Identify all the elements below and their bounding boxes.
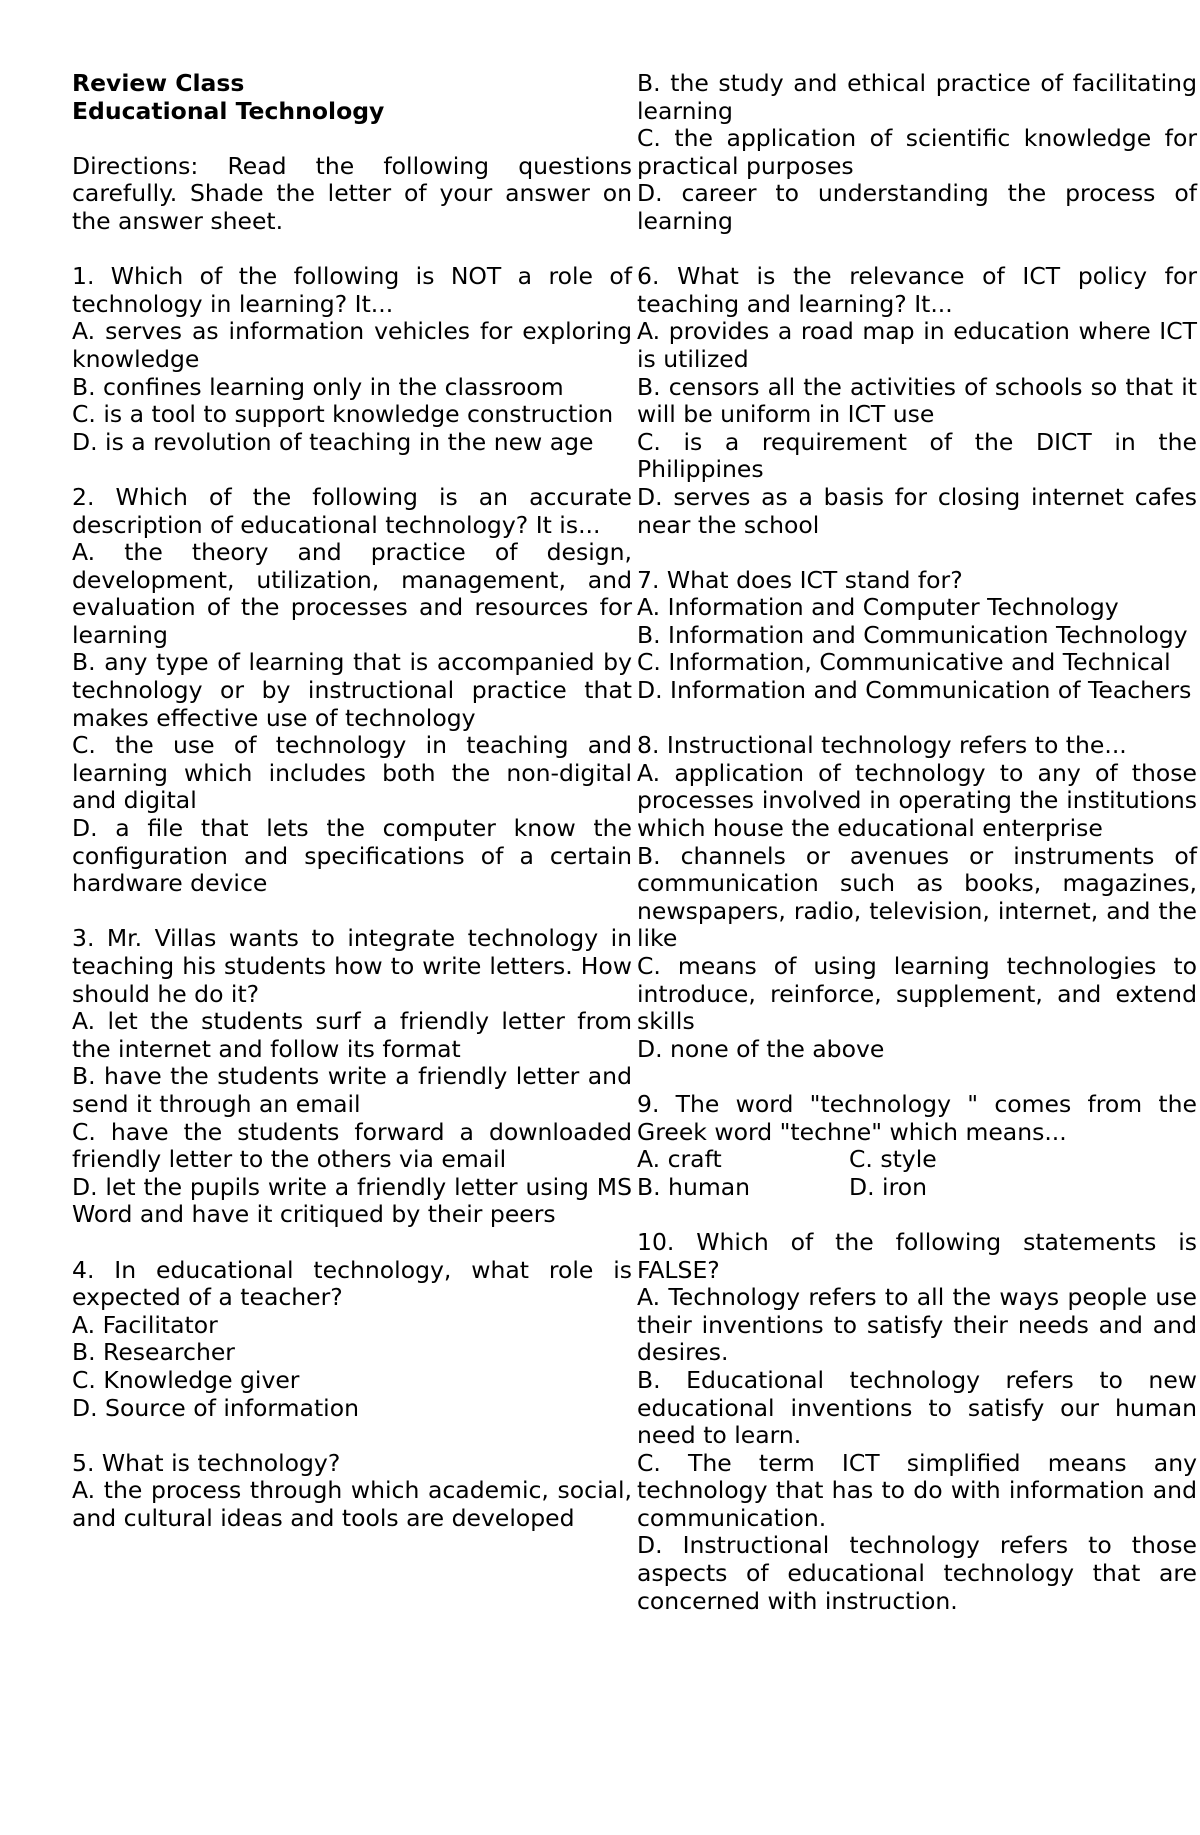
question-2 xyxy=(72,484,632,898)
question-3 xyxy=(72,925,632,1229)
question-option: C. Information, Communicative and Technical xyxy=(637,648,1171,677)
question-option: A. craft xyxy=(637,1145,722,1174)
question-9 xyxy=(637,1091,1197,1201)
left-column xyxy=(72,70,632,1532)
question-option: D. Information and Communication of Teachers xyxy=(637,676,1192,705)
question-option: B. Researcher xyxy=(72,1338,235,1367)
question-option: D. serves as a basis for closing internet cafes near the school xyxy=(637,482,1197,539)
question-option: C. is a tool to support knowledge construction xyxy=(72,400,614,429)
question-option: B. channels or avenues or instruments of communication such as books, magazines, newspapers, radio, television, internet, and the like xyxy=(637,841,1197,953)
question-stem: 4. In educational technology, what role is expected of a teacher? xyxy=(72,1255,632,1312)
question-stem: 7. What does ICT stand for? xyxy=(637,565,963,594)
question-option: D. career to understanding the process of learning xyxy=(637,179,1197,235)
question-5 xyxy=(72,1450,632,1533)
question-option: B. the study and ethical practice of facilitating learning xyxy=(637,69,1197,125)
question-option: A. serves as information vehicles for exploring knowledge xyxy=(72,317,632,373)
question-4 xyxy=(72,1257,632,1423)
question-option: B. Educational technology refers to new educational inventions to satisfy our human need to learn. xyxy=(637,1365,1197,1450)
question-option: B. any type of learning that is accompanied by technology or by instructional practice that makes effective use of technology xyxy=(72,648,632,732)
question-option: B. confines learning only in the classroom xyxy=(72,372,564,401)
question-option: B. human xyxy=(637,1172,751,1201)
question-option: A. application of technology to any of those processes involved in operating the institutions which house the educational enterprise xyxy=(637,758,1197,843)
question-option: D. is a revolution of teaching in the new age xyxy=(72,427,594,456)
question-stem: 2. Which of the following is an accurate description of educational technology? It is... xyxy=(72,482,632,539)
question-5-continued xyxy=(637,70,1197,236)
question-option: C. Knowledge giver xyxy=(72,1365,300,1394)
question-option: B. Information and Communication Technology xyxy=(637,620,1188,649)
question-option: D. let the pupils write a friendly letter using MS Word and have it critiqued by their peers xyxy=(72,1172,632,1229)
question-stem: 5. What is technology? xyxy=(72,1448,341,1477)
question-option: A. the process through which academic, social, and cultural ideas and tools are developed xyxy=(72,1476,632,1532)
question-8 xyxy=(637,732,1197,1063)
question-option: D. Instructional technology refers to those aspects of educational technology that are concerned with instruction. xyxy=(637,1531,1197,1615)
question-1 xyxy=(72,263,632,456)
question-option: C. the application of scientific knowledge for practical purposes xyxy=(637,124,1197,180)
question-stem: 1. Which of the following is NOT a role of technology in learning? It... xyxy=(72,262,632,318)
question-option: A. Information and Computer Technology xyxy=(637,593,1119,622)
question-option: C. is a requirement of the DICT in the Philippines xyxy=(637,427,1197,484)
question-option: D. none of the above xyxy=(637,1034,885,1063)
document-title: Review Class xyxy=(72,69,245,97)
question-option: B. censors all the activities of schools so that it will be uniform in ICT use xyxy=(637,372,1197,429)
question-option: A. the theory and practice of design, development, utilization, management, and evaluation of the processes and resources for learning xyxy=(72,538,632,649)
question-option: A. Facilitator xyxy=(72,1310,218,1339)
question-option: B. have the students write a friendly letter and send it through an email xyxy=(72,1062,632,1118)
directions-text: Directions: Read the following questions carefully. Shade the letter of your answer on the answer sheet. xyxy=(72,151,632,235)
question-option: C. the use of technology in teaching and learning which includes both the non-digital and digital xyxy=(72,731,632,815)
document-subtitle: Educational Technology xyxy=(72,96,385,125)
question-7 xyxy=(637,567,1197,705)
question-option: C. have the students forward a downloaded friendly letter to the others via email xyxy=(72,1117,632,1174)
question-option: C. style xyxy=(849,1145,937,1174)
question-option: A. let the students surf a friendly letter from the internet and follow its format xyxy=(72,1007,632,1063)
question-stem: 6. What is the relevance of ICT policy for teaching and learning? It... xyxy=(637,262,1197,318)
question-stem: 9. The word "technology " comes from the Greek word "techne" which means... xyxy=(637,1089,1197,1146)
question-stem: 3. Mr. Villas wants to integrate technology in teaching his students how to write letters. How should he do it? xyxy=(72,924,632,1008)
question-option: C. means of using learning technologies to introduce, reinforce, supplement, and extend skills xyxy=(637,952,1197,1036)
right-column xyxy=(637,70,1197,1615)
question-option: D. iron xyxy=(849,1172,927,1201)
question-option: A. provides a road map in education where ICT is utilized xyxy=(637,317,1197,373)
question-option: D. a file that lets the computer know the configuration and specifications of a certain hardware device xyxy=(72,814,632,898)
question-6 xyxy=(637,263,1197,539)
question-stem: 10. Which of the following statements is FALSE? xyxy=(637,1227,1197,1284)
question-option: A. Technology refers to all the ways people use their inventions to satisfy their needs and and desires. xyxy=(637,1283,1197,1367)
question-stem: 8. Instructional technology refers to the... xyxy=(637,731,1127,760)
question-option: D. Source of information xyxy=(72,1393,359,1422)
question-10 xyxy=(637,1229,1197,1615)
question-options-grid xyxy=(637,1146,1197,1201)
question-option: C. The term ICT simplified means any technology that has to do with information and communication. xyxy=(637,1448,1197,1532)
